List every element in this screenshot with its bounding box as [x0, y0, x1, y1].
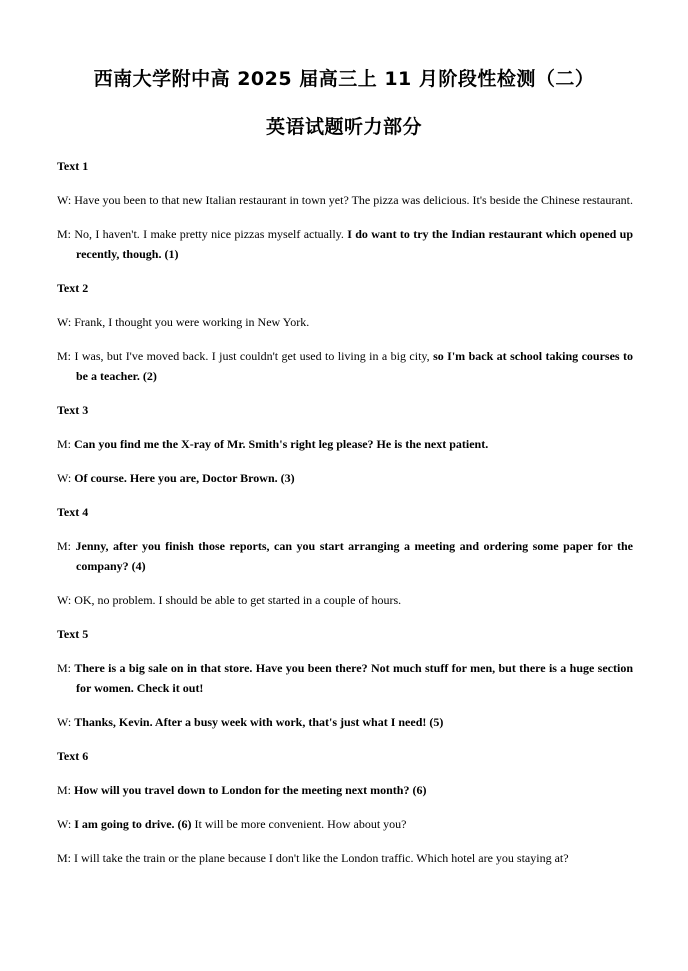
- line-text-bold: I am going to drive. (6): [74, 817, 192, 831]
- line-text: I will take the train or the plane because I don't like the London traffic. Which hotel are you staying at?: [74, 851, 569, 865]
- section-label-text-2: Text 2: [57, 281, 89, 295]
- document-title: 西南大学附中高 2025 届高三上 11 月阶段性检测（二）: [93, 68, 595, 90]
- speaker-label: W:: [57, 471, 72, 485]
- speaker-label: M:: [57, 539, 72, 553]
- dialogue-line: [57, 848, 633, 868]
- line-text-bold: I do want to try the Indian restaurant which opened up recently, though. (1): [76, 227, 633, 261]
- line-text: Frank, I thought you were working in New York.: [74, 315, 310, 329]
- line-text: It will be more convenient. How about you?: [191, 817, 407, 831]
- dialogue-line: [57, 434, 633, 454]
- dialogue-line: [57, 780, 633, 800]
- speaker-label: W:: [57, 715, 72, 729]
- transcript-body: [57, 156, 633, 882]
- speaker-label: M:: [57, 349, 72, 363]
- speaker-label: M:: [57, 227, 72, 241]
- line-text: OK, no problem. I should be able to get started in a couple of hours.: [74, 593, 402, 607]
- dialogue-line: [57, 590, 633, 610]
- line-text-bold: There is a big sale on in that store. Have you been there? Not much stuff for men, but there is a huge section for women. Check it out!: [74, 661, 634, 695]
- speaker-label: W:: [57, 817, 72, 831]
- section-label-text-6: Text 6: [57, 749, 89, 763]
- dialogue-line: [57, 346, 633, 386]
- line-text: Have you been to that new Italian restaurant in town yet? The pizza was delicious. It's beside the Chinese restaurant.: [74, 193, 633, 207]
- line-text-bold: Of course. Here you are, Doctor Brown. (3): [74, 471, 295, 485]
- line-text-bold: Can you find me the X-ray of Mr. Smith's right leg please? He is the next patient.: [74, 437, 489, 451]
- speaker-label: W:: [57, 193, 72, 207]
- line-text: No, I haven't. I make pretty nice pizzas myself actually.: [74, 227, 348, 241]
- line-text-bold: Jenny, after you finish those reports, can you start arranging a meeting and ordering some paper for the company? (4): [75, 539, 633, 573]
- dialogue-line: [57, 468, 633, 488]
- section-label-text-5: Text 5: [57, 627, 89, 641]
- speaker-label: W:: [57, 315, 72, 329]
- section-label-text-4: Text 4: [57, 505, 89, 519]
- line-text-bold: How will you travel down to London for the meeting next month? (6): [74, 783, 427, 797]
- speaker-label: M:: [57, 437, 72, 451]
- line-text-bold: so I'm back at school taking courses to be a teacher. (2): [76, 349, 634, 383]
- dialogue-line: [57, 312, 633, 332]
- section-label-text-3: Text 3: [57, 403, 89, 417]
- speaker-label: W:: [57, 593, 72, 607]
- dialogue-line: [57, 190, 633, 210]
- section-label-text-1: Text 1: [57, 159, 89, 173]
- dialogue-line: [57, 814, 633, 834]
- dialogue-line: [57, 658, 633, 698]
- line-text: I was, but I've moved back. I just couldn't get used to living in a big city,: [74, 349, 434, 363]
- document-subtitle: 英语试题听力部分: [265, 116, 422, 138]
- dialogue-line: [57, 536, 633, 576]
- speaker-label: M:: [57, 661, 72, 675]
- dialogue-line: [57, 712, 633, 732]
- speaker-label: M:: [57, 783, 72, 797]
- line-text-bold: Thanks, Kevin. After a busy week with work, that's just what I need! (5): [74, 715, 444, 729]
- speaker-label: M:: [57, 851, 72, 865]
- dialogue-line: [57, 224, 633, 264]
